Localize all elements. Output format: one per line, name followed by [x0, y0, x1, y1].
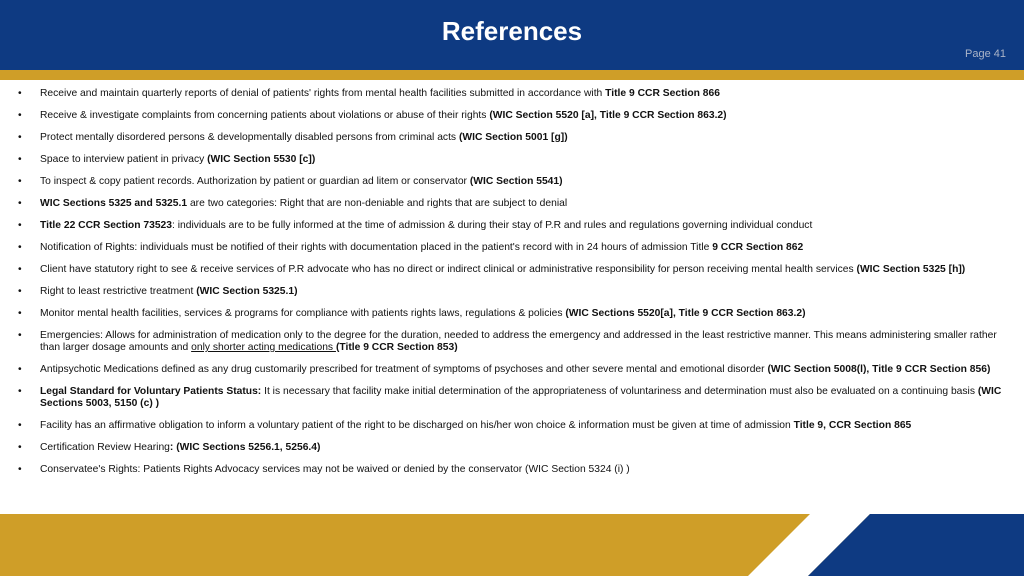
item-text: Receive and maintain quarterly reports of denial of patients' rights from mental health facilities submitted in accordance with: [40, 88, 606, 99]
bullet-icon: •: [18, 176, 22, 187]
item-citation: (WIC Section 5325 [h]): [856, 264, 966, 275]
bullet-icon: •: [18, 330, 22, 341]
bullet-icon: •: [18, 264, 22, 275]
bullet-icon: •: [18, 132, 22, 143]
item-citation: Title 9 CCR Section 866: [605, 88, 720, 99]
reference-item: [18, 264, 1008, 276]
bullet-icon: •: [18, 220, 22, 231]
reference-item: [18, 386, 1008, 410]
reference-item: [18, 330, 1008, 354]
item-underlined-text: only shorter acting medications: [191, 342, 336, 353]
gold-divider: [0, 70, 1024, 80]
header-bar: [0, 0, 1024, 70]
bullet-icon: •: [18, 420, 22, 431]
item-citation: (WIC Section 5001 [g]): [458, 132, 568, 143]
reference-item: [18, 242, 1008, 254]
bullet-icon: •: [18, 364, 22, 375]
page-number: Page 41: [965, 48, 1006, 60]
reference-item: [18, 88, 1008, 100]
item-text: Emergencies: Allows for administration of medication only to the degree for the duration, needed to address the emergency and addressed in the least restrictive manner. This means administering smaller rather than larger dosage amounts and: [40, 330, 997, 353]
reference-item: [18, 110, 1008, 122]
reference-item: [18, 308, 1008, 320]
reference-item: [18, 420, 1008, 432]
item-citation: Title 9, CCR Section 865: [793, 420, 912, 431]
item-text: Notification of Rights: individuals must be notified of their rights with documentation placed in the patient's record with in 24 hours of admission Title: [40, 242, 713, 253]
item-text: Certification Review Hearing: [40, 442, 170, 453]
bullet-icon: •: [18, 386, 22, 397]
reference-item: [18, 198, 1008, 210]
bullet-icon: •: [18, 286, 22, 297]
reference-item: [18, 154, 1008, 166]
reference-item: [18, 442, 1008, 454]
page-title: References: [441, 16, 583, 46]
item-text: Protect mentally disordered persons & developmentally disabled persons from criminal acts: [40, 132, 459, 143]
footer-bar: [0, 514, 1024, 576]
bullet-icon: •: [18, 242, 22, 253]
item-bold-lead: Legal Standard for Voluntary Patients Status:: [40, 386, 262, 397]
references-list: [18, 88, 1008, 486]
item-bold-lead: Title 22 CCR Section 73523: [40, 220, 173, 231]
item-text: Monitor mental health facilities, services & programs for compliance with patients rights laws, regulations & policies: [40, 308, 566, 319]
bullet-icon: •: [18, 198, 22, 209]
reference-item: [18, 132, 1008, 144]
item-citation: (WIC Section 5008(l), Title 9 CCR Section 856): [767, 364, 991, 375]
item-text: are two categories: Right that are non-deniable and rights that are subject to denial: [187, 198, 568, 209]
item-text: Right to least restrictive treatment: [40, 286, 197, 297]
item-citation: (WIC Sections 5520[a], Title 9 CCR Section 863.2): [565, 308, 806, 319]
bullet-icon: •: [18, 110, 22, 121]
bullet-icon: •: [18, 154, 22, 165]
bullet-icon: •: [18, 442, 22, 453]
bullet-icon: •: [18, 308, 22, 319]
bullet-icon: •: [18, 88, 22, 99]
item-citation: (WIC Sections 5003, 5150 (c) ): [40, 386, 1002, 409]
footer-decoration: [0, 514, 1024, 576]
item-citation: (WIC Section 5541): [469, 176, 563, 187]
reference-item: [18, 286, 1008, 298]
item-citation: (WIC Section 5325.1): [196, 286, 298, 297]
item-text: Conservatee's Rights: Patients Rights Advocacy services may not be waived or denied by the conservator (WIC Section 5324 (i) ): [40, 464, 630, 475]
item-text: : individuals are to be fully informed at the time of admission & during their stay of P.R and rules and regulations governing individual conduct: [172, 220, 813, 231]
item-bold-lead: WIC Sections 5325 and 5325.1: [40, 198, 188, 209]
item-citation: : (WIC Sections 5256.1, 5256.4): [169, 442, 321, 453]
reference-item: [18, 220, 1008, 232]
item-text: Receive & investigate complaints from concerning patients about violations or abuse of their rights: [40, 110, 490, 121]
item-text: Space to interview patient in privacy: [40, 154, 208, 165]
reference-item: [18, 176, 1008, 188]
item-text: It is necessary that facility make initial determination of the appropriateness of voluntariness and determination must also be evaluated on a continuing basis: [261, 386, 978, 397]
item-citation: (WIC Section 5520 [a], Title 9 CCR Section 863.2): [489, 110, 727, 121]
item-citation: 9 CCR Section 862: [712, 242, 804, 253]
reference-item: [18, 464, 1008, 476]
bullet-icon: •: [18, 464, 22, 475]
item-text: Client have statutory right to see & receive services of P.R advocate who has no direct or indirect clinical or administrative responsibility for person receiving mental health services: [40, 264, 857, 275]
item-text: Facility has an affirmative obligation to inform a voluntary patient of the right to be discharged on his/her won choice & information must be given at time of admission: [40, 420, 794, 431]
item-text: Antipsychotic Medications defined as any drug customarily prescribed for treatment of symptoms of psychoses and other severe mental and emotional disorder: [40, 364, 768, 375]
item-text: To inspect & copy patient records. Authorization by patient or guardian ad litem or conservator: [40, 176, 470, 187]
item-citation: (Title 9 CCR Section 853): [335, 342, 458, 353]
item-citation: (WIC Section 5530 [c]): [207, 154, 316, 165]
reference-item: [18, 364, 1008, 376]
